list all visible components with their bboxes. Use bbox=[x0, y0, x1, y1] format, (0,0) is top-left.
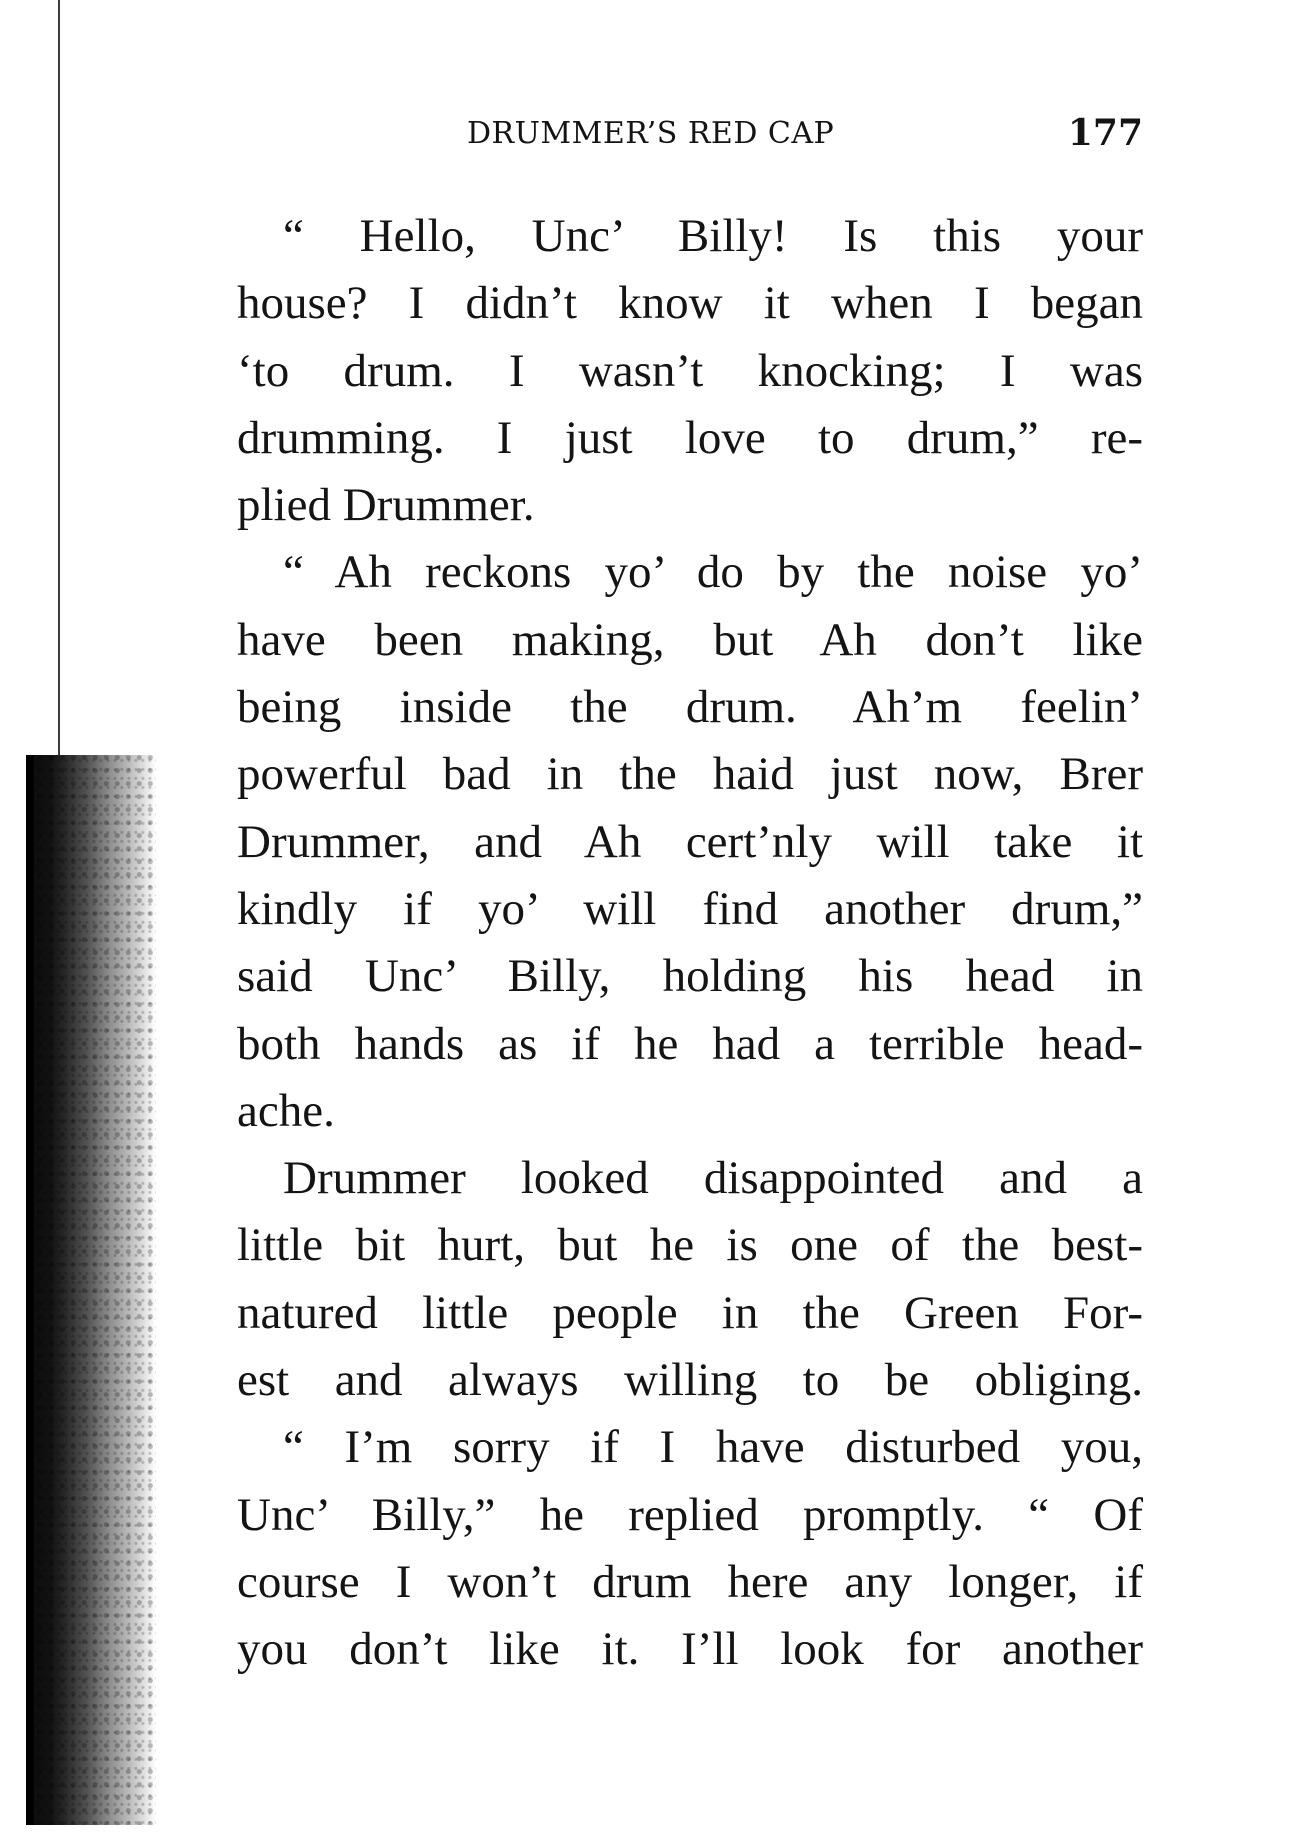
text-line: course I won’t drum here any longer, if bbox=[237, 1555, 1143, 1608]
text-line: “ Ah reckons yo’ do by the noise yo’ bbox=[283, 546, 1143, 599]
text-line: “ Hello, Unc’ Billy! Is this your bbox=[283, 210, 1143, 262]
text-line: kindly if yo’ will find another drum,” bbox=[237, 882, 1143, 935]
text-line: ache. bbox=[237, 1084, 335, 1137]
running-header bbox=[237, 112, 1143, 156]
text-line: drumming. I just love to drum,” re- bbox=[237, 411, 1143, 464]
text-line: being inside the drum. Ah’m feelin’ bbox=[237, 681, 1143, 734]
binding-rule bbox=[58, 0, 60, 760]
text-line: you don’t like it. I’ll look for another bbox=[237, 1623, 1143, 1676]
text-line: both hands as if he had a terrible head- bbox=[237, 1017, 1143, 1070]
text-line: house? I didn’t know it when I began bbox=[237, 277, 1143, 330]
text-line: natured little people in the Green For- bbox=[237, 1286, 1143, 1339]
text-line: plied Drummer. bbox=[237, 479, 535, 532]
text-line: Drummer, and Ah cert’nly will take it bbox=[237, 815, 1143, 868]
text-line: have been making, but Ah don’t like bbox=[237, 613, 1143, 666]
text-line: ‘to drum. I wasn’t knocking; I was bbox=[237, 344, 1143, 397]
text-line: Unc’ Billy,” he replied promptly. “ Of bbox=[237, 1488, 1143, 1541]
body-text bbox=[237, 203, 1143, 1684]
text-line: “ I’m sorry if I have disturbed you, bbox=[283, 1421, 1143, 1474]
page-number: 177 bbox=[1067, 112, 1143, 154]
text-line: powerful bad in the haid just now, Brer bbox=[237, 748, 1143, 801]
text-line: said Unc’ Billy, holding his head in bbox=[237, 950, 1143, 1003]
running-title: DRUMMER’S RED CAP bbox=[467, 116, 835, 151]
text-line: est and always willing to be obliging. bbox=[237, 1354, 1143, 1407]
text-line: little bit hurt, but he is one of the best- bbox=[237, 1219, 1143, 1272]
binding-edge bbox=[26, 755, 34, 1825]
text-line: Drummer looked disappointed and a bbox=[283, 1152, 1143, 1205]
binding-shadow bbox=[26, 755, 156, 1825]
